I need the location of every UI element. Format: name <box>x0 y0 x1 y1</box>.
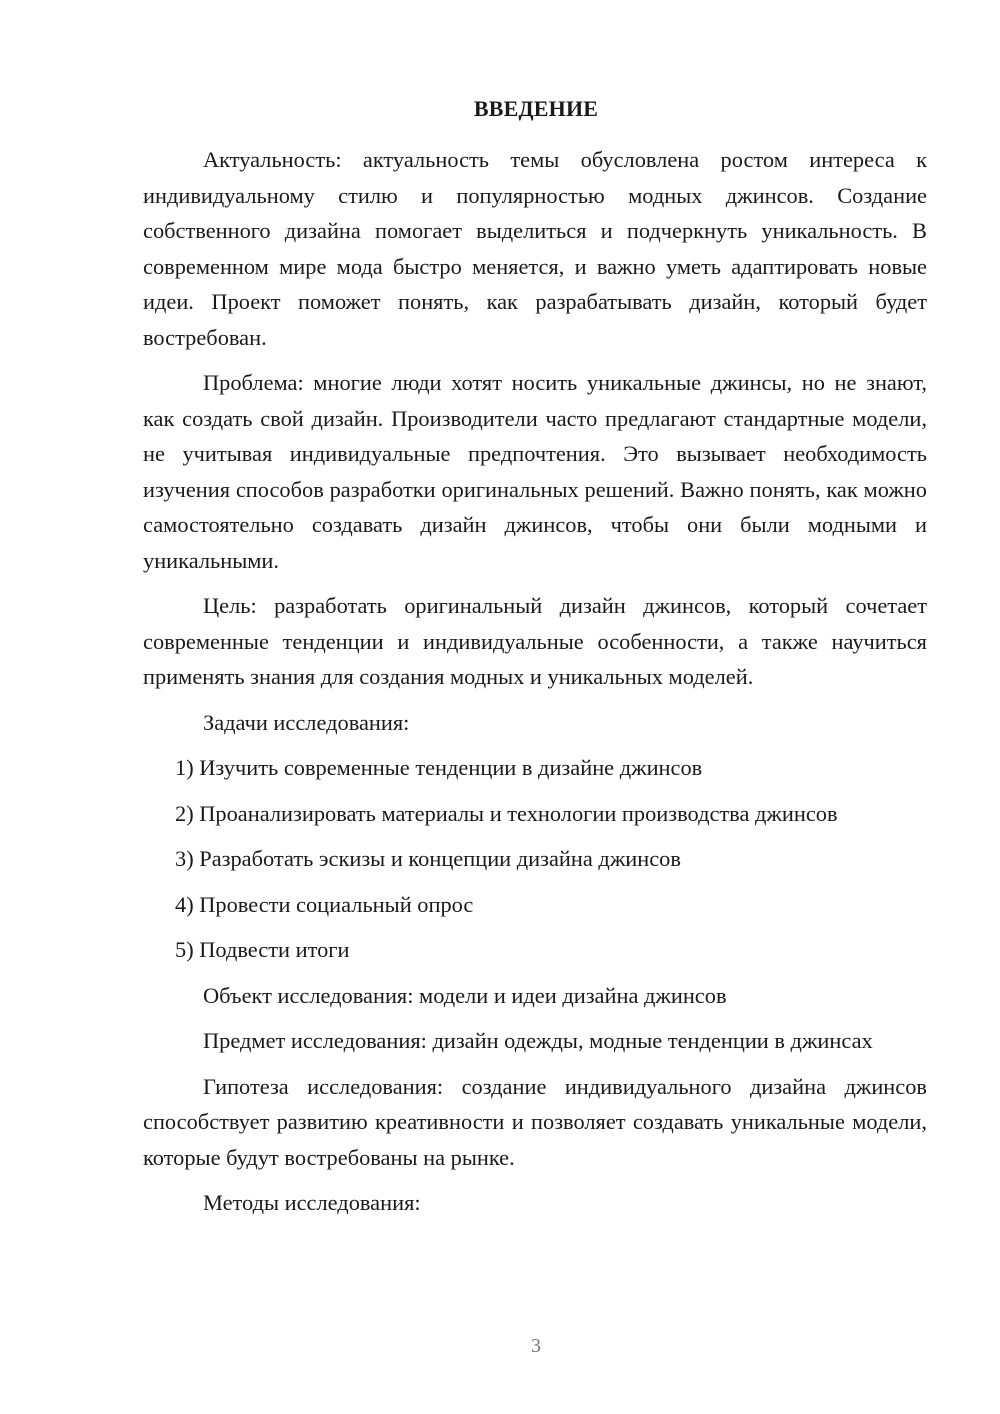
paragraph-hypothesis: Гипотеза исследования: создание индивидуального дизайна джинсов способствует развитию креативности и позволяет создавать уникальные модели, которые будут востребованы на рынке. <box>143 1073 927 1170</box>
paragraph-goal: Цель: разработать оригинальный дизайн джинсов, который сочетает современные тенденции и индивидуальные особенности, а также научиться применять знания для создания модных и уникальных моделей. <box>143 593 927 689</box>
section-title: ВВЕДЕНИЕ <box>473 96 599 121</box>
task-item: 3) Разработать эскизы и концепции дизайна джинсов <box>175 846 681 871</box>
task-item: 4) Провести социальный опрос <box>175 891 474 917</box>
paragraph-relevance: Актуальность: актуальность темы обусловлена ростом интереса к индивидуальному стилю и популярностью модных джинсов. Создание собственного дизайна помогает выделиться и подчеркнуть уникальность. В современном мире мода быстро меняется, и важно уметь адаптировать новые идеи. Проект поможет понять, как разрабатывать дизайн, который будет востребован. <box>143 147 927 350</box>
paragraph-tasks-heading: Задачи исследования: <box>203 709 410 735</box>
paragraph-object: Объект исследования: модели и идеи дизайна джинсов <box>203 982 727 1008</box>
task-item: 1) Изучить современные тенденции в дизайне джинсов <box>175 755 703 780</box>
task-item: 5) Подвести итоги <box>175 937 350 962</box>
document-body <box>143 142 927 1231</box>
paragraph-problem: Проблема: многие люди хотят носить уникальные джинсы, но не знают, как создать свой дизайн. Производители часто предлагают стандартные модели, не учитывая индивидуальные предпочтения. Это вызывает необходимость изучения способов разработки оригинальных решений. Важно понять, как можно самостоятельно создавать дизайн джинсов, чтобы они были модными и уникальными. <box>143 370 927 573</box>
paragraph-methods: Методы исследования: <box>203 1190 421 1215</box>
paragraph-subject: Предмет исследования: дизайн одежды, модные тенденции в джинсах <box>203 1028 873 1053</box>
task-item: 2) Проанализировать материалы и технологии производства джинсов <box>175 800 838 826</box>
page-number: 3 <box>531 1335 541 1357</box>
